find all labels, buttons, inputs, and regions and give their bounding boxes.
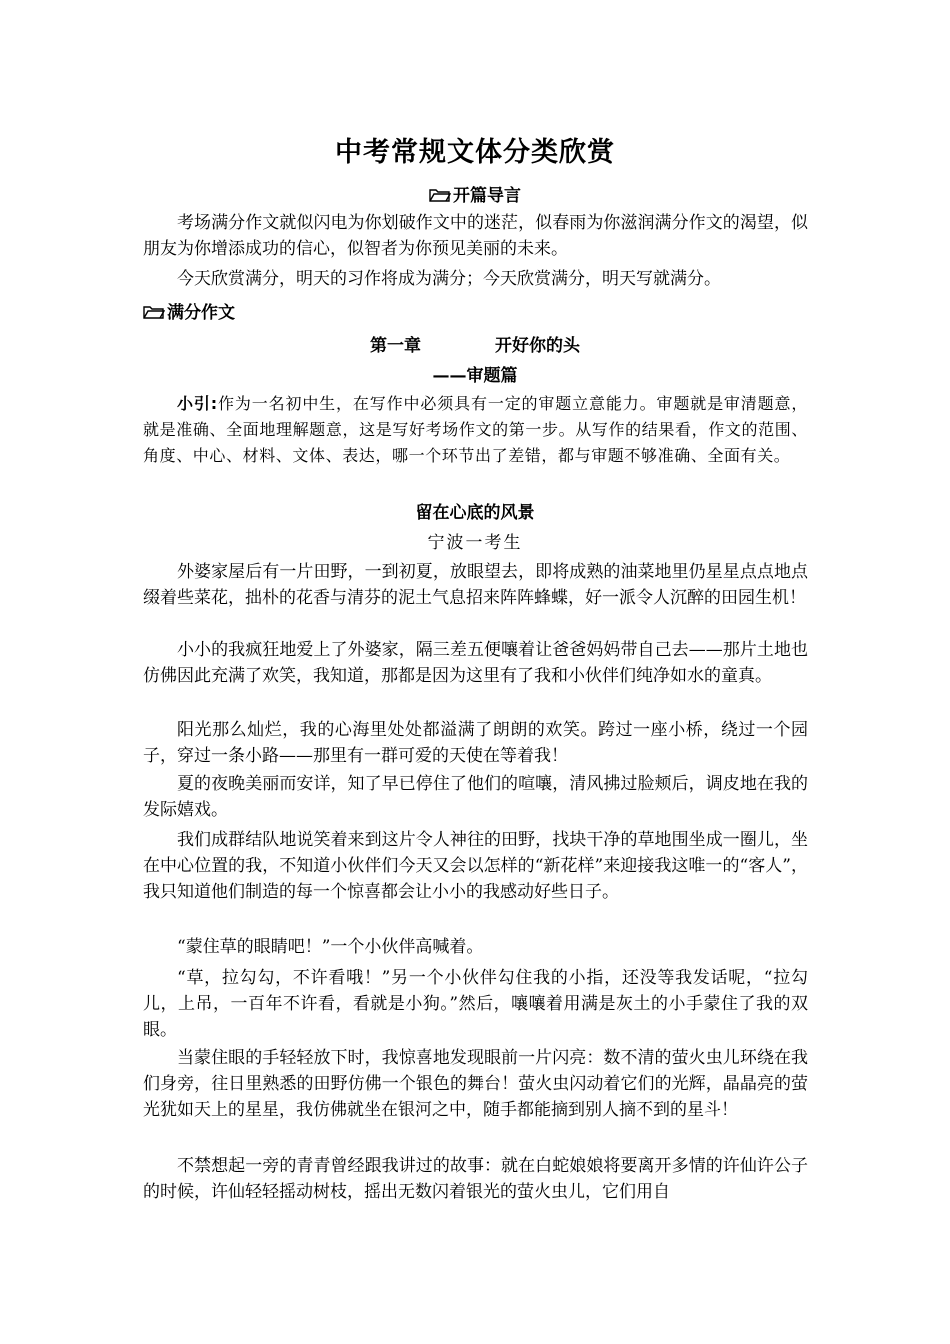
folder-icon	[143, 305, 165, 319]
lead-text: 作为一名初中生，在写作中必须具有一定的审题立意能力。审题就是审清题意，就是准确、全面地理解题意，这是写好考场作文的第一步。从写作的结果看，作文的范围、角度、中心、材料、文体、表达，哪一个环节出了差错，都与审题不够准确、全面有关。	[143, 394, 808, 465]
chapter-number: 第一章	[370, 336, 421, 356]
essay-paragraph: “蒙住草的眼睛吧！”一个小伙伴高喊着。	[177, 937, 484, 957]
intro-paragraph: 今天欣赏满分，明天的习作将成为满分；今天欣赏满分，明天写就满分。	[177, 269, 721, 289]
essay-paragraph: 小小的我疯狂地爱上了外婆家，隔三差五便嚷着让爸爸妈妈带自己去——那片土地也仿佛因此充满了欢笑，我知道，那都是因为这里有了我和小伙伴们纯净如水的童真。	[143, 640, 808, 686]
lead-paragraph	[143, 391, 808, 469]
essay-paragraph: 阳光那么灿烂，我的心海里处处都溢满了朗朗的欢笑。跨过一座小桥，绕过一个园子，穿过一条小路——那里有一群可爱的天使在等着我！	[143, 720, 808, 766]
intro-heading-label: 开篇导言	[453, 186, 521, 206]
essay-paragraph: 不禁想起一旁的青青曾经跟我讲过的故事：就在白蛇娘娘将要离开多情的许仙许公子的时候，许仙轻轻摇动树枝，摇出无数闪着银光的萤火虫儿，它们用自	[143, 1156, 808, 1202]
page-title: 中考常规文体分类欣赏	[335, 137, 615, 168]
essay-paragraph: “草，拉勾勾，不许看哦！”另一个小伙伴勾住我的小指，还没等我发话呢，“拉勾儿，上吊，一百年不许看，看就是小狗。”然后，嚷嚷着用满是灰土的小手蒙住了我的双眼。	[143, 968, 808, 1040]
essay-paragraph: 外婆家屋后有一片田野，一到初夏，放眼望去，即将成熟的油菜地里仍星星点点地点缀着些菜花，拙朴的花香与清芬的泥土气息招来阵阵蜂蝶，好一派令人沉醉的田园生机！	[143, 562, 808, 608]
lead-label: 小引:	[177, 394, 218, 413]
essay-paragraph: 夏的夜晚美丽而安详，知了早已停住了他们的喧嚷，清风拂过脸颊后，调皮地在我的发际嬉戏。	[143, 774, 808, 820]
essay-author: 宁波一考生	[427, 533, 523, 553]
essay-heading	[143, 298, 235, 323]
essay-paragraph: 当蒙住眼的手轻轻放下时，我惊喜地发现眼前一片闪亮：数不清的萤火虫儿环绕在我们身旁，往日里熟悉的田野仿佛一个银色的舞台！萤火虫闪动着它们的光辉，晶晶亮的萤光犹如天上的星星，我仿佛就坐在银河之中，随手都能摘到别人摘不到的星斗！	[143, 1048, 808, 1120]
chapter-subtitle: ——审题篇	[432, 366, 518, 386]
essay-paragraph: 我们成群结队地说笑着来到这片令人神往的田野，找块干净的草地围坐成一圈儿，坐在中心位置的我，不知道小伙伴们今天又会以怎样的“新花样”来迎接我这唯一的“客人”，我只知道他们制造的每一个惊喜都会让小小的我感动好些日子。	[143, 830, 808, 902]
folder-icon	[429, 188, 451, 202]
intro-heading	[0, 181, 950, 206]
chapter-name: 开好你的头	[495, 336, 580, 356]
essay-title: 留在心底的风景	[415, 503, 535, 523]
intro-paragraph: 考场满分作文就似闪电为你划破作文中的迷茫，似春雨为你滋润满分作文的渴望，似朋友为你增添成功的信心，似智者为你预见美丽的未来。	[143, 213, 808, 259]
essay-heading-label: 满分作文	[167, 303, 235, 323]
chapter-heading	[0, 331, 950, 356]
